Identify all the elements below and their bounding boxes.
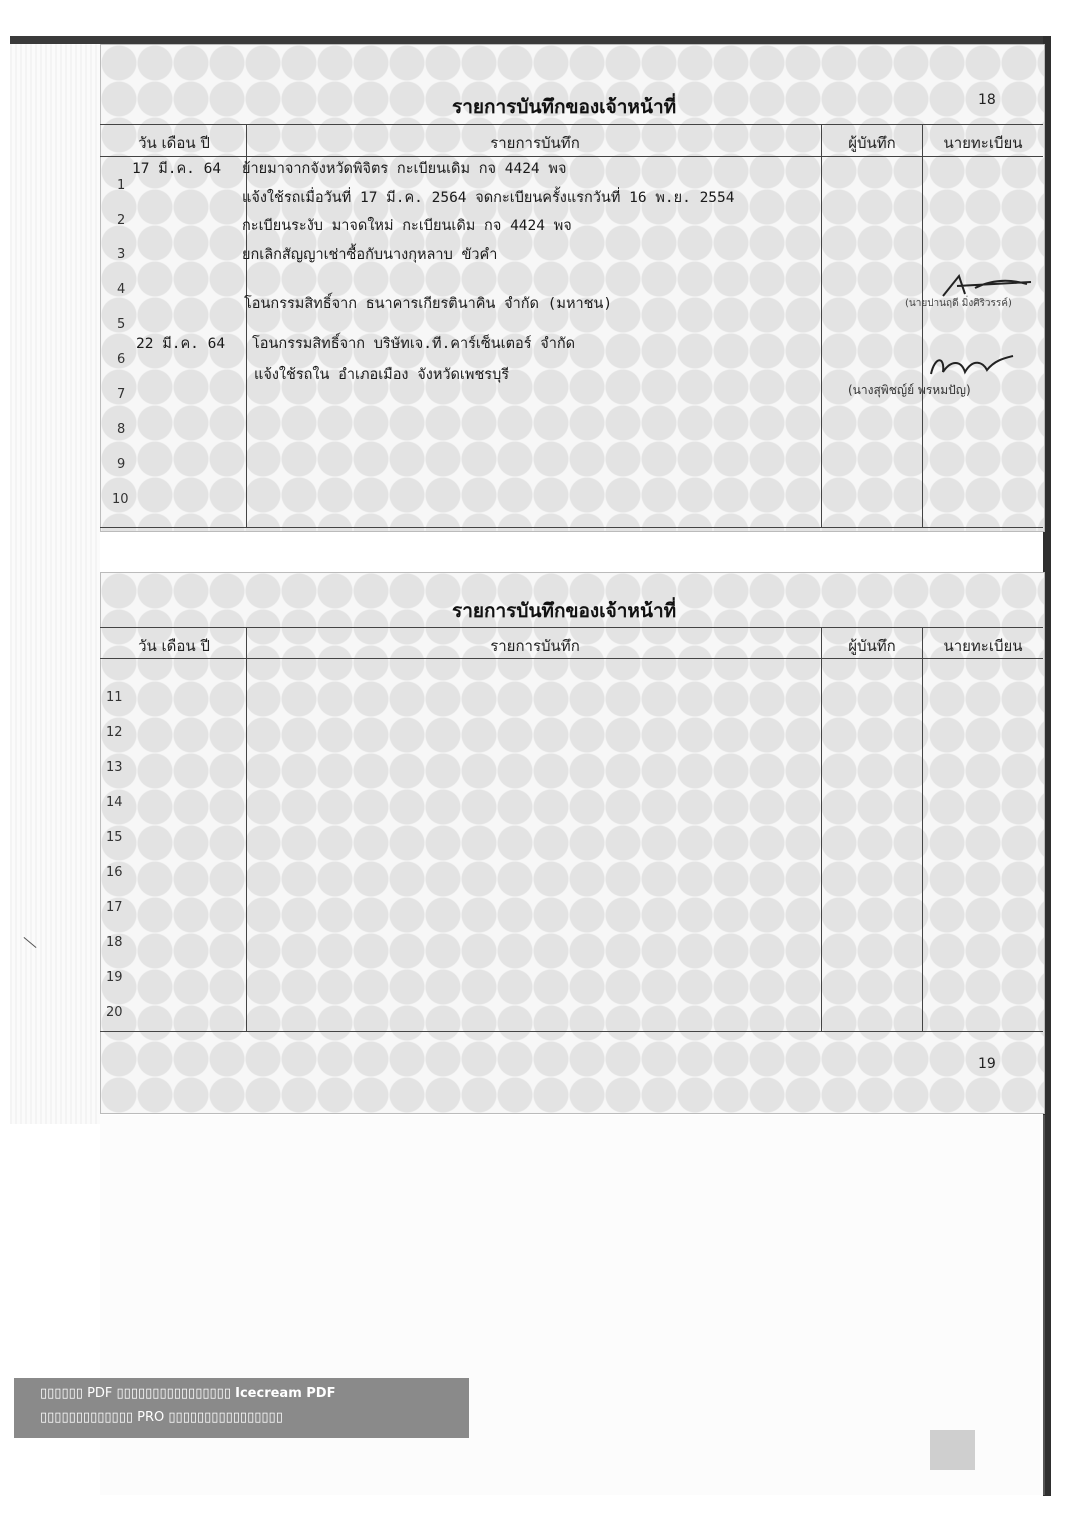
row-number: 18 bbox=[106, 935, 123, 950]
column-divider bbox=[821, 124, 822, 527]
entry-text: กะเบียนระงับ มาจดใหม่ กะเบียนเดิม กจ 4424 พจ bbox=[242, 218, 572, 234]
scan-smudge bbox=[930, 1430, 975, 1470]
header-divider bbox=[100, 658, 1043, 659]
row-number: 9 bbox=[117, 457, 126, 472]
page-number: 19 bbox=[978, 1056, 996, 1072]
entry-text: โอนกรรมสิทธิ์จาก ธนาคารเกียรตินาคิน จำกัด (มหาชน) bbox=[244, 296, 613, 312]
row-number: 19 bbox=[106, 970, 123, 985]
watermark-line-2: ▯▯▯▯▯▯▯▯▯▯▯▯▯ PRO ▯▯▯▯▯▯▯▯▯▯▯▯▯▯▯▯ bbox=[40, 1410, 283, 1425]
entry-text: ยกเลิกสัญญาเช่าซื้อกับนางกุหลาบ ขัวคำ bbox=[242, 247, 498, 263]
page-title: รายการบันทึกของเจ้าหน้าที่ bbox=[452, 96, 677, 118]
row-number: 13 bbox=[106, 760, 123, 775]
row-number: 4 bbox=[117, 282, 126, 297]
row-number: 1 bbox=[117, 178, 126, 193]
column-divider bbox=[246, 124, 247, 527]
entry-text: โอนกรรมสิทธิ์จาก บริษัทเจ.ที.คาร์เซ็นเตอร์ จำกัด bbox=[252, 336, 576, 352]
scan-edge-top bbox=[10, 36, 1050, 44]
row-number: 6 bbox=[117, 352, 126, 367]
signature-name: (นางสุพิชญ์ย์ พรหมปัญ) bbox=[848, 383, 971, 397]
header-registrar: นายทะเบียน bbox=[943, 134, 1023, 152]
registrar-signature-2 bbox=[925, 350, 1015, 382]
icecream-pdf-watermark bbox=[14, 1378, 469, 1438]
header-date: วัน เดือน ปี bbox=[138, 134, 210, 152]
table-top-border bbox=[100, 124, 1043, 125]
header-registrar: นายทะเบียน bbox=[943, 637, 1023, 655]
row-number: 20 bbox=[106, 1005, 123, 1020]
watermark-line-1: ▯▯▯▯▯▯ PDF ▯▯▯▯▯▯▯▯▯▯▯▯▯▯▯▯ Icecream PDF bbox=[40, 1386, 336, 1401]
row-number: 15 bbox=[106, 830, 123, 845]
column-divider bbox=[821, 627, 822, 1031]
row-number: 10 bbox=[112, 492, 129, 507]
entry-text: ย้ายมาจากจังหวัดพิจิตร กะเบียนเดิม กจ 4424 พจ bbox=[242, 161, 567, 177]
header-recorder: ผู้บันทึก bbox=[848, 637, 896, 655]
header-record: รายการบันทึก bbox=[490, 637, 580, 655]
row-number: 11 bbox=[106, 690, 123, 705]
entry-text: แจ้งใช้รถเมื่อวันที่ 17 มี.ค. 2564 จดกะเบียนครั้งแรกวันที่ 16 พ.ย. 2554 bbox=[242, 190, 735, 206]
row-number: 5 bbox=[117, 317, 126, 332]
entry-date: 17 มี.ค. 64 bbox=[132, 161, 222, 177]
signature-name: (นายปานฤดี มิ่งศิริวรรค์) bbox=[905, 298, 1012, 309]
entry-text: แจ้งใช้รถใน อำเภอเมือง จังหวัดเพชรบุรี bbox=[254, 367, 510, 383]
table-top-border bbox=[100, 627, 1043, 628]
entry-date: 22 มี.ค. 64 bbox=[136, 336, 226, 352]
table-bottom-border bbox=[100, 1031, 1043, 1032]
column-divider bbox=[922, 627, 923, 1031]
page-title: รายการบันทึกของเจ้าหน้าที่ bbox=[452, 600, 677, 622]
table-bottom-border bbox=[100, 527, 1043, 528]
lower-blank-area bbox=[100, 1115, 1045, 1495]
column-divider bbox=[922, 124, 923, 527]
row-number: 7 bbox=[117, 387, 126, 402]
header-record: รายการบันทึก bbox=[490, 134, 580, 152]
row-number: 12 bbox=[106, 725, 123, 740]
header-recorder: ผู้บันทึก bbox=[848, 134, 896, 152]
page-number: 18 bbox=[978, 92, 996, 108]
row-number: 8 bbox=[117, 422, 126, 437]
row-number: 2 bbox=[117, 213, 126, 228]
row-number: 14 bbox=[106, 795, 123, 810]
row-number: 17 bbox=[106, 900, 123, 915]
column-divider bbox=[246, 627, 247, 1031]
header-date: วัน เดือน ปี bbox=[138, 637, 210, 655]
row-number: 16 bbox=[106, 865, 123, 880]
scan-shadow bbox=[10, 44, 100, 1124]
row-number: 3 bbox=[117, 247, 126, 262]
